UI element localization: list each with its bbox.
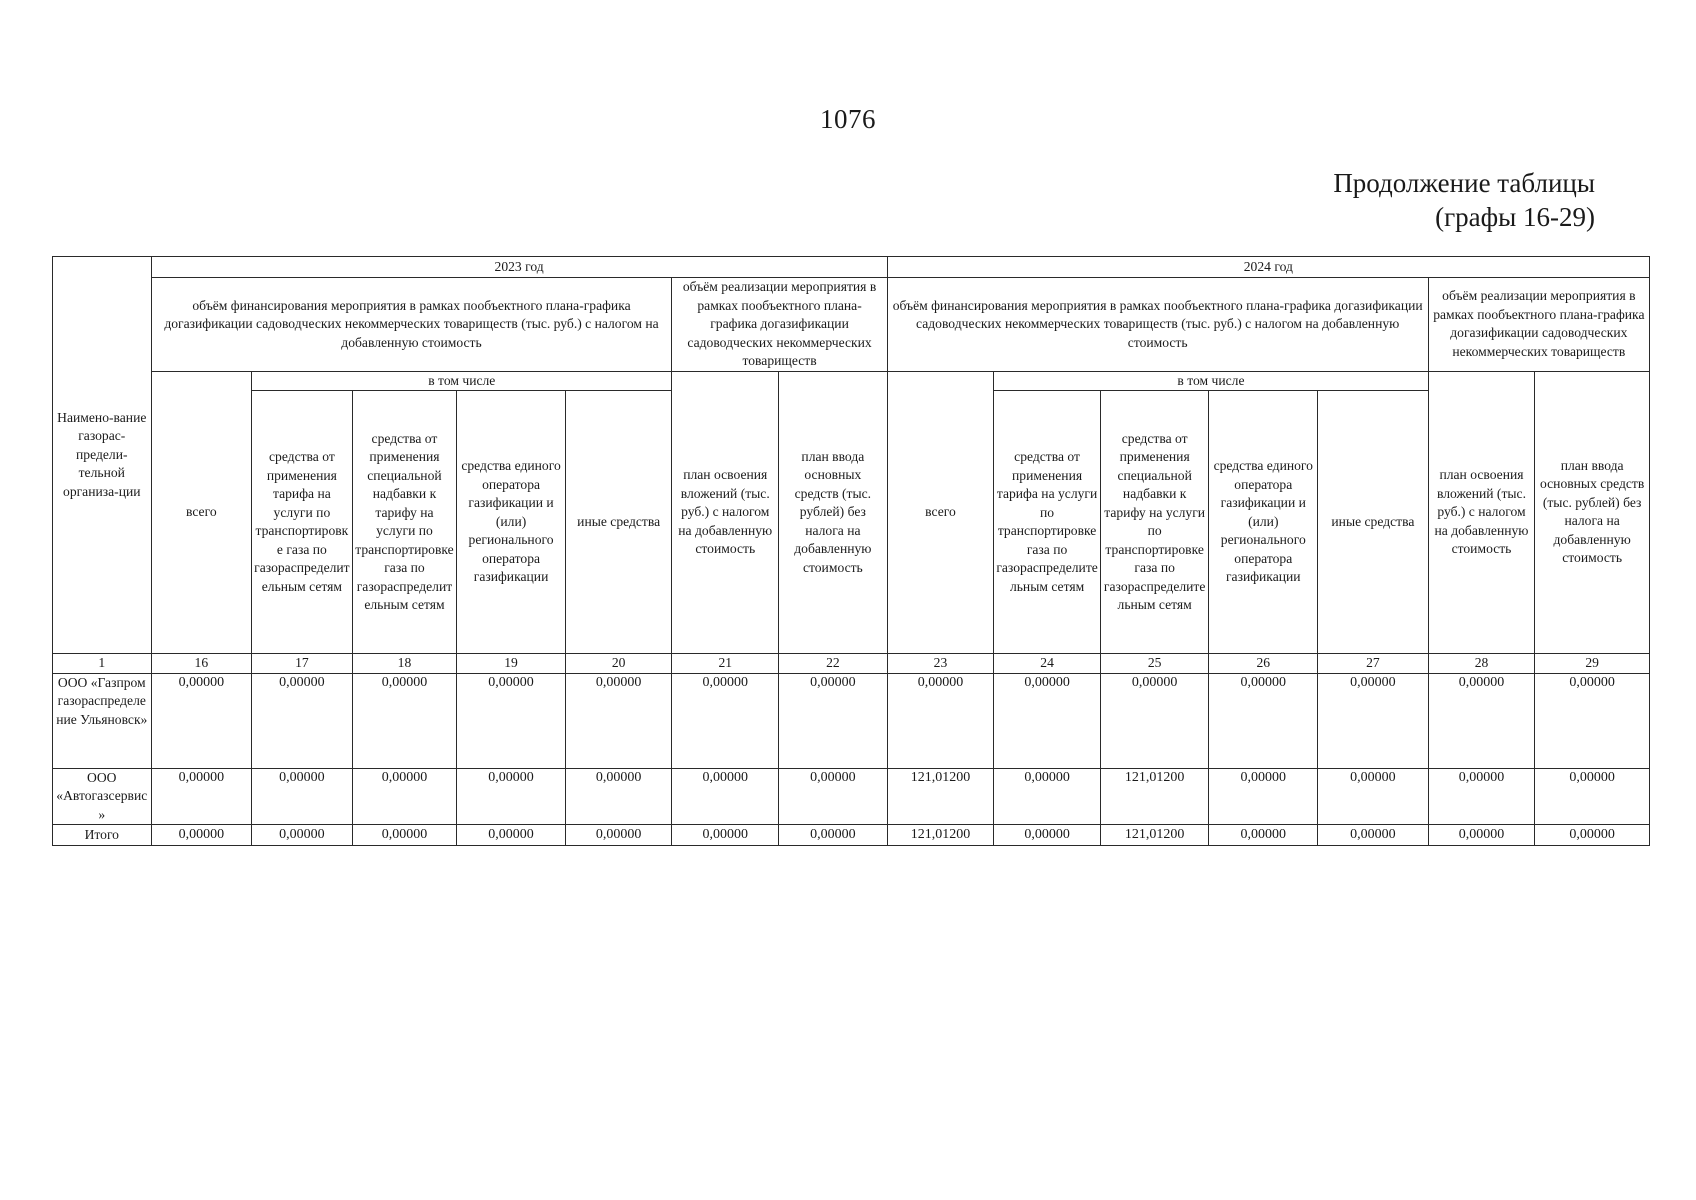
header-row-including <box>53 371 1650 391</box>
value-cell: 0,00000 <box>1209 673 1318 768</box>
total-value-cell: 0,00000 <box>779 825 888 846</box>
total-value-cell: 0,00000 <box>994 825 1101 846</box>
header-2023-financing: объём финансирования мероприятия в рамках пообъектного плана-графика догазификации садоводческих некоммерческих товариществ (тыс. руб.) с налогом на добавленную стоимость <box>151 278 672 372</box>
total-value-cell: 0,00000 <box>1428 825 1535 846</box>
column-number: 18 <box>352 654 457 674</box>
header-2024-tariff: средства от применения тарифа на услуги по транспортировке газа по газораспределительным сетям <box>994 391 1101 654</box>
total-value-cell: 0,00000 <box>565 825 672 846</box>
column-number: 27 <box>1318 654 1429 674</box>
column-number: 23 <box>887 654 994 674</box>
total-value-cell: 0,00000 <box>457 825 566 846</box>
header-2023-assets-plan: план ввода основных средств (тыс. рублей) без налога на добавленную стоимость <box>779 371 888 654</box>
organization-name-cell: ООО «Газпром газораспределение Ульяновск» <box>53 673 152 768</box>
continuation-title: Продолжение таблицы <box>1333 168 1595 198</box>
table-row-gazprom <box>53 673 1650 768</box>
column-number: 29 <box>1535 654 1650 674</box>
value-cell: 0,00000 <box>887 673 994 768</box>
header-2024-total: всего <box>887 371 994 654</box>
value-cell: 0,00000 <box>252 768 353 825</box>
header-2023-tariff: средства от применения тарифа на услуги по транспортировке газа по газораспределительным сетям <box>252 391 353 654</box>
value-cell: 0,00000 <box>352 768 457 825</box>
total-value-cell: 0,00000 <box>252 825 353 846</box>
column-number: 25 <box>1100 654 1209 674</box>
column-number: 1 <box>53 654 152 674</box>
table-continuation-caption <box>1333 166 1595 234</box>
value-cell: 0,00000 <box>1318 768 1429 825</box>
value-cell: 0,00000 <box>457 768 566 825</box>
value-cell: 0,00000 <box>1100 673 1209 768</box>
value-cell: 0,00000 <box>565 673 672 768</box>
value-cell: 0,00000 <box>352 673 457 768</box>
header-2023-total: всего <box>151 371 252 654</box>
page-number: 1076 <box>820 104 876 134</box>
column-number-row <box>53 654 1650 674</box>
value-cell: 0,00000 <box>994 768 1101 825</box>
column-number: 17 <box>252 654 353 674</box>
value-cell: 0,00000 <box>565 768 672 825</box>
header-2024-assets-plan: план ввода основных средств (тыс. рублей) без налога на добавленную стоимость <box>1535 371 1650 654</box>
header-2024-surcharge: средства от применения специальной надбавки к тарифу на услуги по транспортировке газа по газораспределительным сетям <box>1100 391 1209 654</box>
value-cell: 0,00000 <box>1318 673 1429 768</box>
value-cell: 0,00000 <box>779 768 888 825</box>
total-value-cell: 121,01200 <box>887 825 994 846</box>
total-value-cell: 0,00000 <box>1535 825 1650 846</box>
header-2024-including: в том числе <box>994 371 1428 391</box>
total-label-cell: Итого <box>53 825 152 846</box>
value-cell: 0,00000 <box>1428 673 1535 768</box>
column-number: 22 <box>779 654 888 674</box>
table-row-total <box>53 825 1650 846</box>
data-table-container <box>52 256 1650 846</box>
value-cell: 0,00000 <box>252 673 353 768</box>
header-row-years <box>53 257 1650 278</box>
value-cell: 121,01200 <box>887 768 994 825</box>
header-row-groups <box>53 278 1650 372</box>
header-2024-other: иные средства <box>1318 391 1429 654</box>
header-year-2023: 2023 год <box>151 257 887 278</box>
header-2023-invest-plan: план освоения вложений (тыс. руб.) с налогом на добавленную стоимость <box>672 371 779 654</box>
column-number: 24 <box>994 654 1101 674</box>
column-number: 19 <box>457 654 566 674</box>
header-2023-operator: средства единого оператора газификации и (или) регионального оператора газификации <box>457 391 566 654</box>
value-cell: 0,00000 <box>672 768 779 825</box>
value-cell: 121,01200 <box>1100 768 1209 825</box>
header-2023-realization: объём реализации мероприятия в рамках пообъектного плана-графика догазификации садоводческих некоммерческих товариществ <box>672 278 887 372</box>
value-cell: 0,00000 <box>1428 768 1535 825</box>
gasification-data-table <box>52 256 1650 846</box>
continuation-columns-range: (графы 16-29) <box>1435 202 1595 232</box>
total-value-cell: 0,00000 <box>672 825 779 846</box>
total-value-cell: 0,00000 <box>1318 825 1429 846</box>
column-number: 16 <box>151 654 252 674</box>
header-2024-invest-plan: план освоения вложений (тыс. руб.) с налогом на добавленную стоимость <box>1428 371 1535 654</box>
table-row-avtogazservis <box>53 768 1650 825</box>
header-2024-operator: средства единого оператора газификации и (или) регионального оператора газификации <box>1209 391 1318 654</box>
column-number: 26 <box>1209 654 1318 674</box>
column-number: 28 <box>1428 654 1535 674</box>
total-value-cell: 121,01200 <box>1100 825 1209 846</box>
header-2024-financing: объём финансирования мероприятия в рамках пообъектного плана-графика догазификации садоводческих некоммерческих товариществ (тыс. руб.) с налогом на добавленную стоимость <box>887 278 1428 372</box>
value-cell: 0,00000 <box>1535 768 1650 825</box>
total-value-cell: 0,00000 <box>352 825 457 846</box>
value-cell: 0,00000 <box>994 673 1101 768</box>
column-number: 21 <box>672 654 779 674</box>
organization-name-cell: ООО «Автогазсервис» <box>53 768 152 825</box>
header-2023-surcharge: средства от применения специальной надбавки к тарифу на услуги по транспортировке газа по газораспределительным сетям <box>352 391 457 654</box>
value-cell: 0,00000 <box>779 673 888 768</box>
value-cell: 0,00000 <box>1535 673 1650 768</box>
value-cell: 0,00000 <box>1209 768 1318 825</box>
header-2023-including: в том числе <box>252 371 672 391</box>
total-value-cell: 0,00000 <box>151 825 252 846</box>
header-year-2024: 2024 год <box>887 257 1649 278</box>
header-2024-realization: объём реализации мероприятия в рамках пообъектного плана-графика догазификации садоводческих некоммерческих товариществ <box>1428 278 1649 372</box>
value-cell: 0,00000 <box>151 768 252 825</box>
header-organization-name: Наимено-вание газорас-предели-тельной организа-ции <box>53 257 152 654</box>
total-value-cell: 0,00000 <box>1209 825 1318 846</box>
value-cell: 0,00000 <box>457 673 566 768</box>
value-cell: 0,00000 <box>672 673 779 768</box>
header-2023-other: иные средства <box>565 391 672 654</box>
column-number: 20 <box>565 654 672 674</box>
value-cell: 0,00000 <box>151 673 252 768</box>
